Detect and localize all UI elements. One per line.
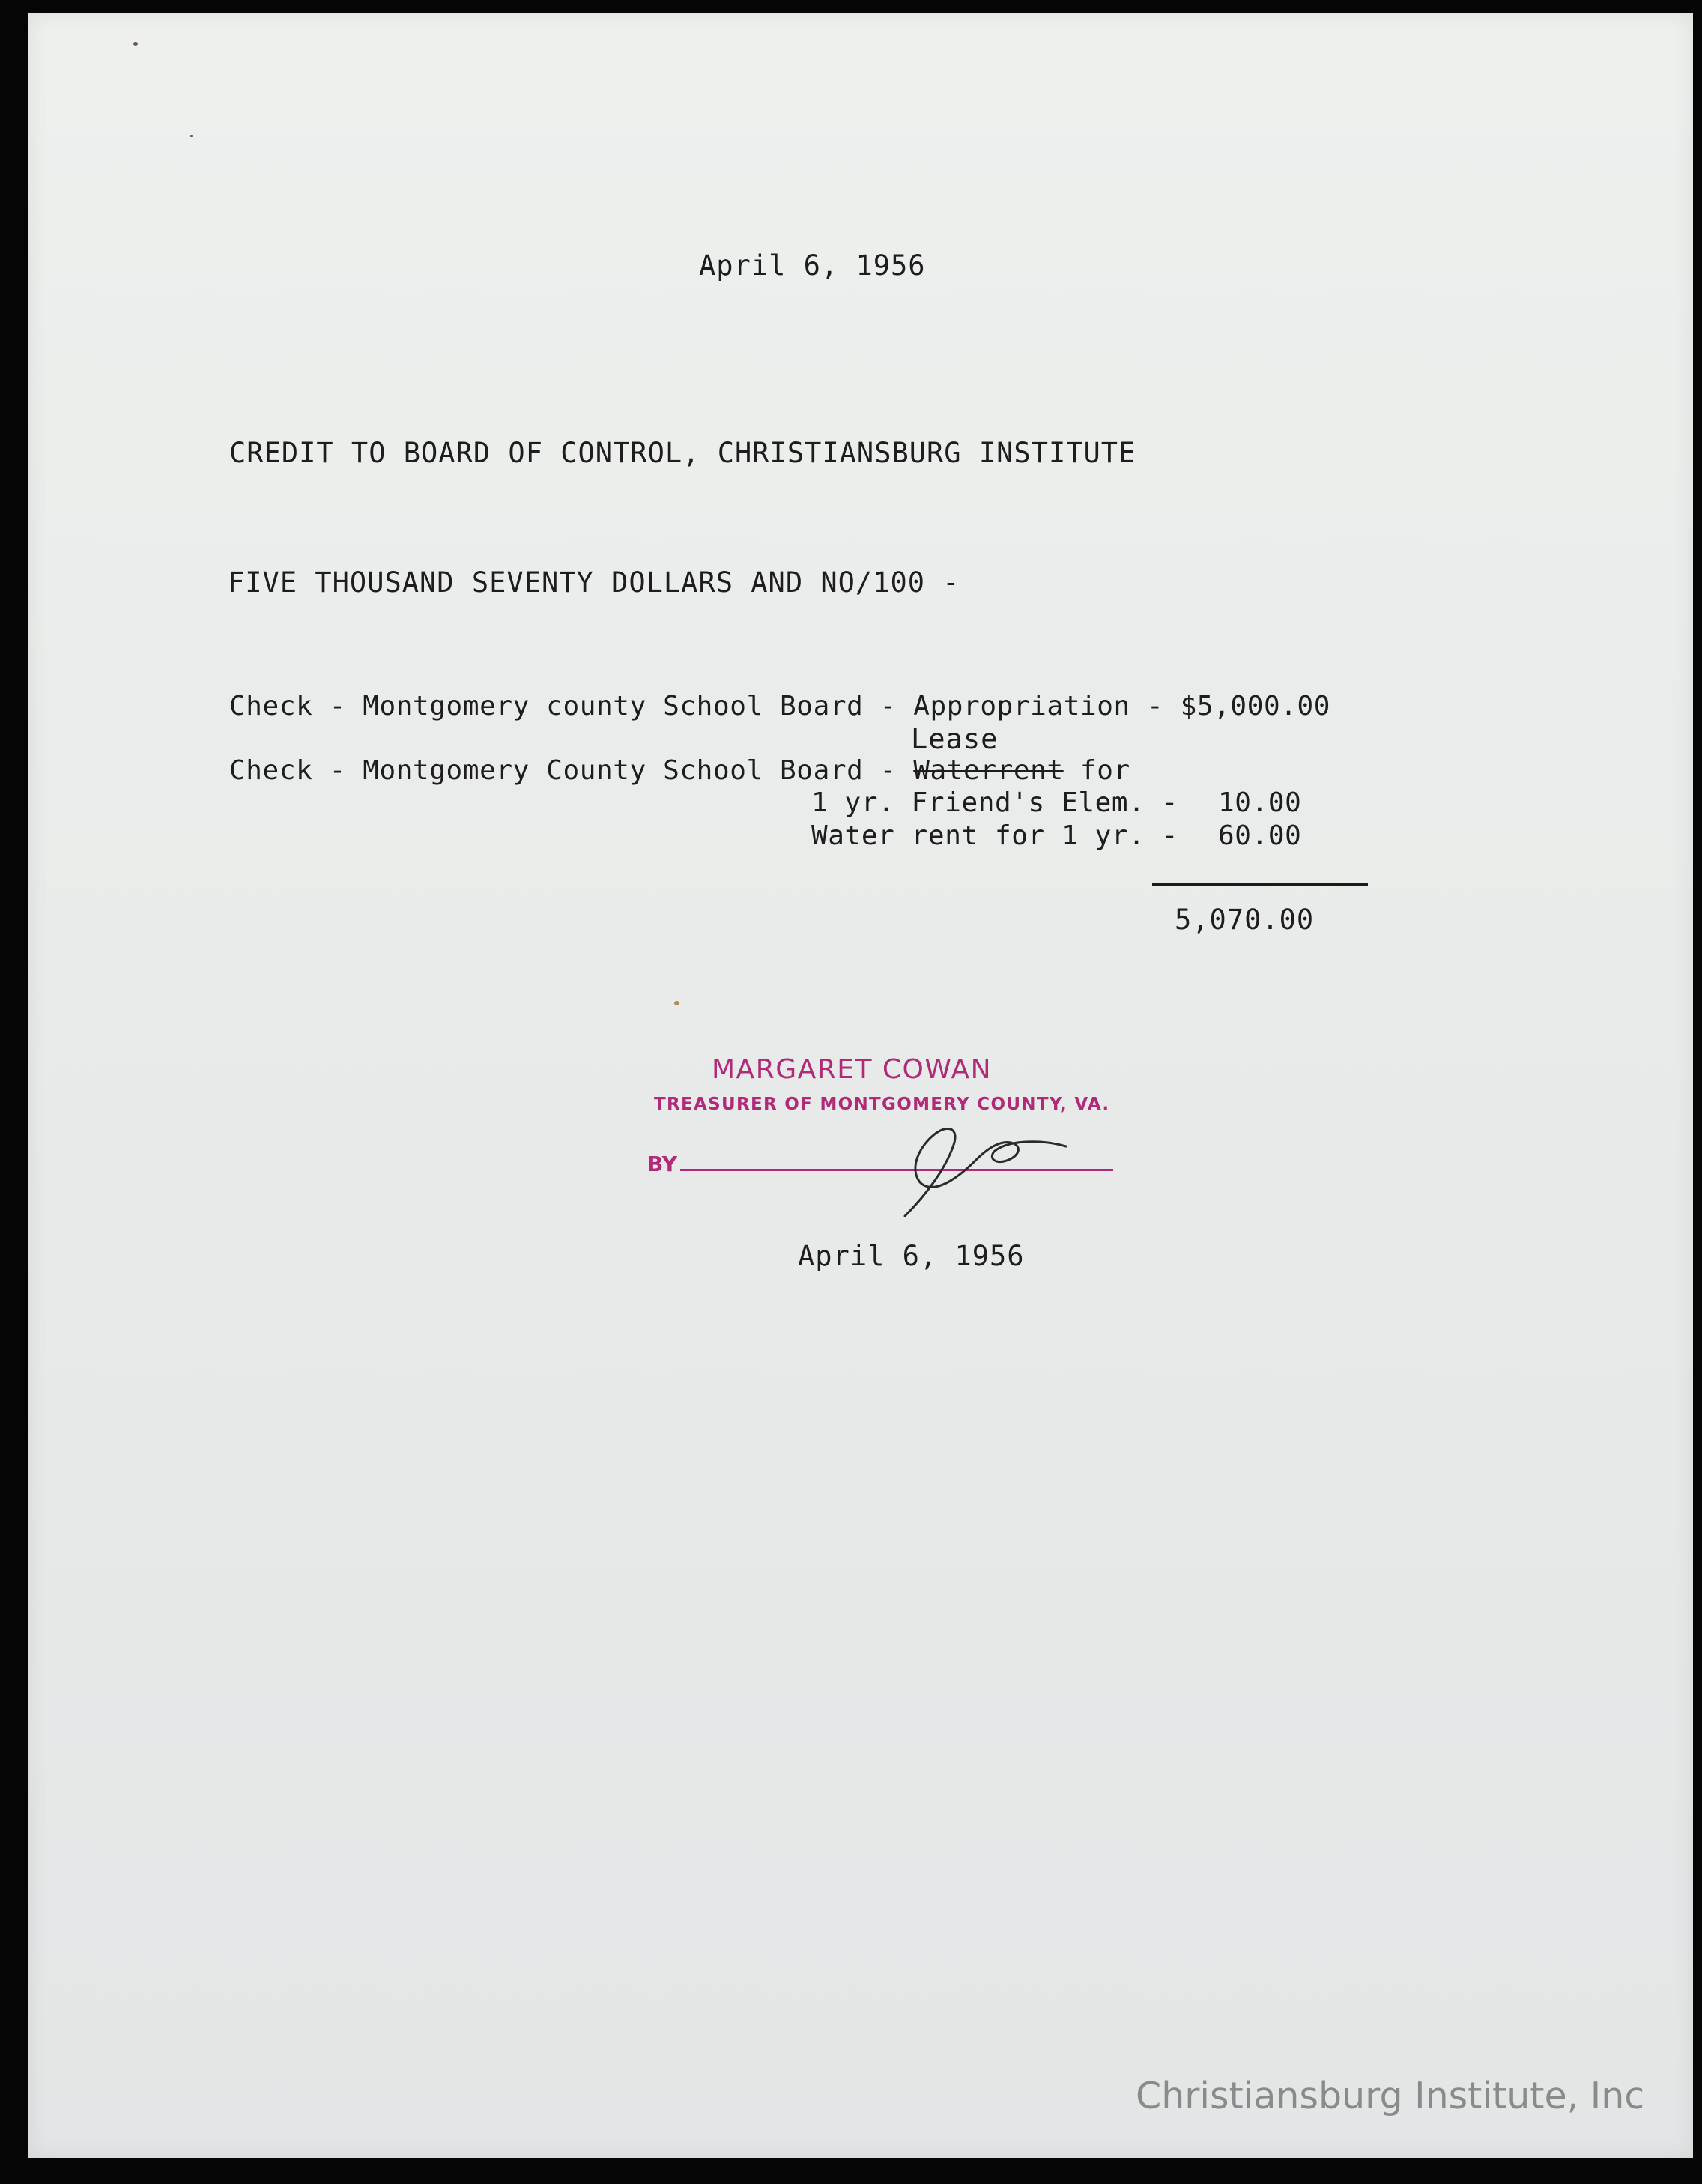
amount-in-words: FIVE THOUSAND SEVENTY DOLLARS AND NO/100 - xyxy=(228,566,960,599)
date-bottom: April 6, 1956 xyxy=(798,1240,1025,1272)
total-rule xyxy=(1152,883,1368,886)
date-top: April 6, 1956 xyxy=(699,249,926,282)
stamp-name: MARGARET COWAN xyxy=(712,1054,993,1085)
stamp-by: BY xyxy=(647,1152,678,1176)
paper-speck xyxy=(674,1001,679,1005)
line-item-lease-suffix: for xyxy=(1063,755,1130,786)
sub-item-friends-elem-label: 1 yr. Friend's Elem. - xyxy=(811,787,1179,818)
sub-item-friends-elem-amount: 10.00 xyxy=(1218,787,1302,818)
heading: CREDIT TO BOARD OF CONTROL, CHRISTIANSBURG INSTITUTE xyxy=(229,437,1136,469)
struck-word: Waterrent xyxy=(913,755,1064,786)
total-amount: 5,070.00 xyxy=(1175,904,1315,936)
stamp-title: TREASURER OF MONTGOMERY COUNTY, VA. xyxy=(654,1095,1110,1114)
line-item-lease xyxy=(229,757,1130,784)
sub-item-water-rent-amount: 60.00 xyxy=(1218,820,1302,851)
archive-watermark: Christiansburg Institute, Inc xyxy=(1136,2075,1645,2117)
sub-item-water-rent-label: Water rent for 1 yr. - xyxy=(811,820,1179,851)
handwritten-signature-icon xyxy=(890,1107,1077,1227)
paper-speck xyxy=(133,42,138,46)
line-item-appropriation: Check - Montgomery county School Board - Appropriation - $5,000.00 xyxy=(229,691,1331,722)
paper-speck xyxy=(190,135,193,137)
line-item-lease-prefix: Check - Montgomery County School Board - xyxy=(229,755,914,786)
document-page xyxy=(28,13,1693,2158)
lease-insertion: Lease xyxy=(911,723,999,755)
